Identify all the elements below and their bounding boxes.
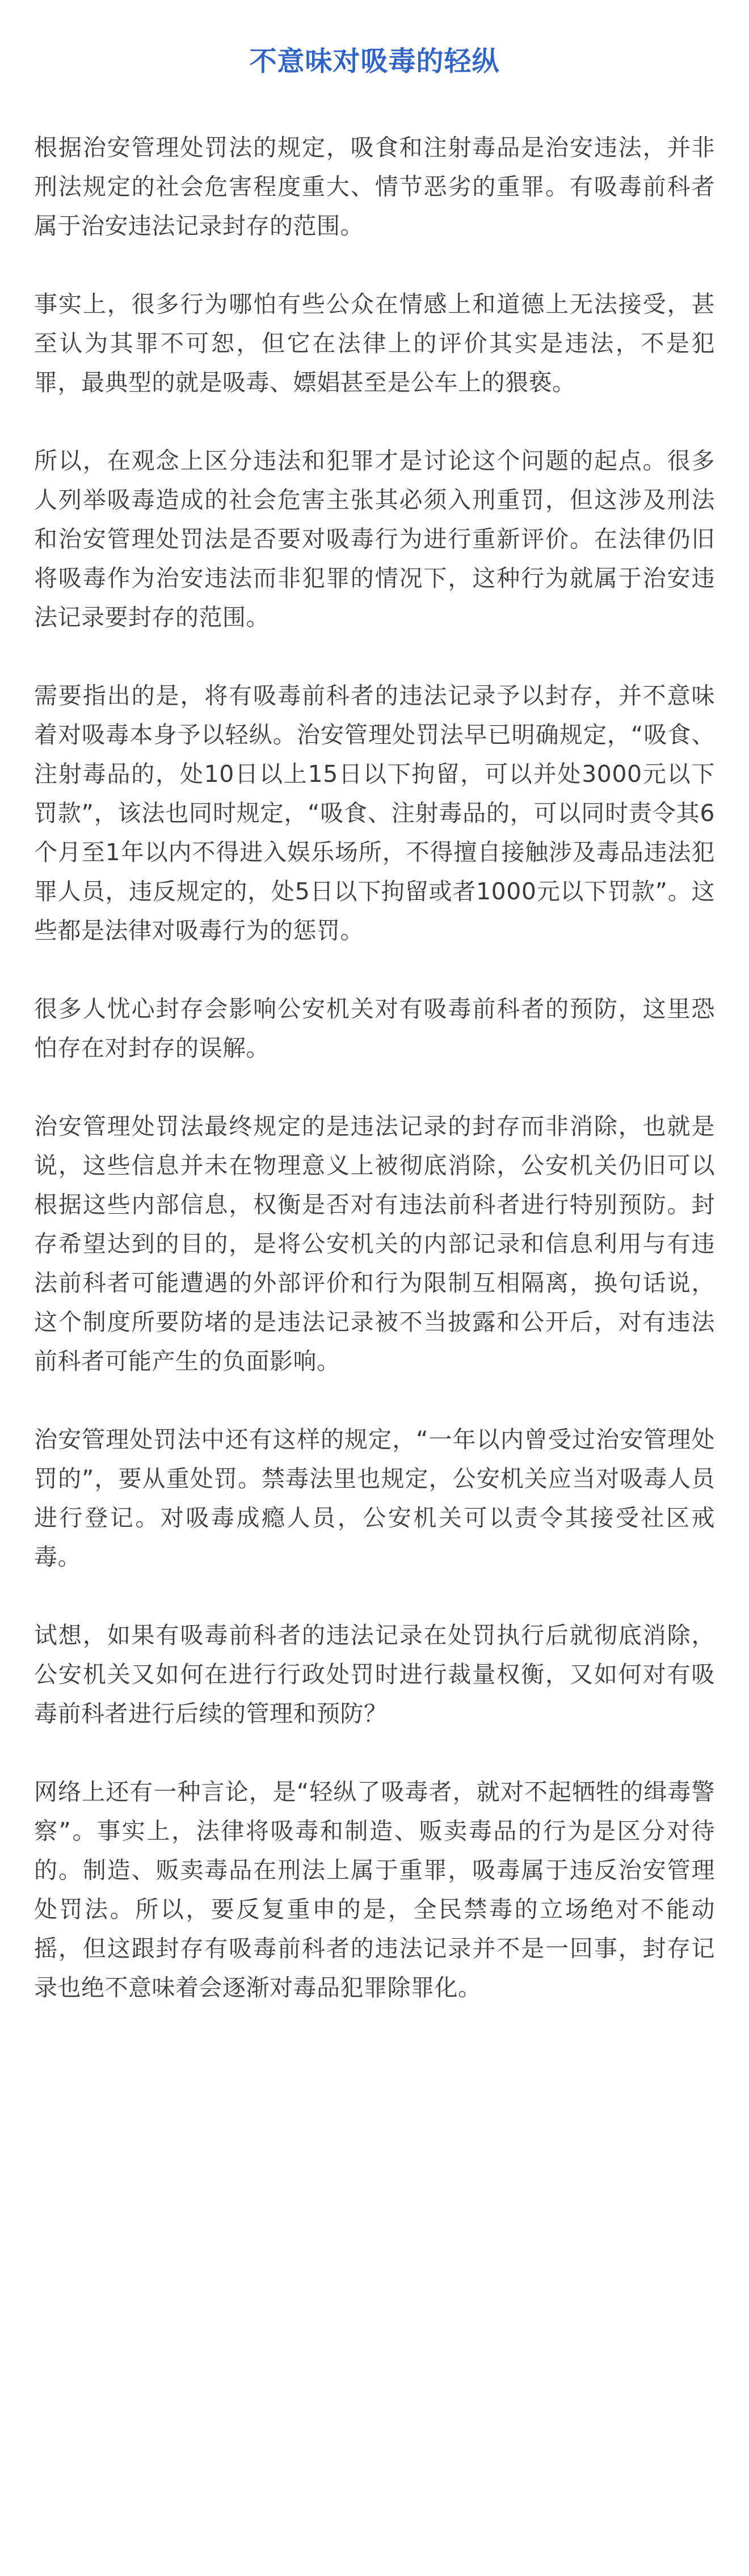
article-title: 不意味对吸毒的轻纵 <box>249 45 500 77</box>
article-paragraph-3: 所以，在观念上区分违法和犯罪才是讨论这个问题的起点。很多人列举吸毒造成的社会危害主张其必须入刑重罚，但这涉及刑法和治安管理处罚法是否要对吸毒行为进行重新评价。在法律仍旧将吸毒作为治安违法而非犯罪的情况下，这种行为就属于治安违法记录要封存的范围。 <box>34 447 715 631</box>
article-paragraph-2: 事实上，很多行为哪怕有些公众在情感上和道德上无法接受，甚至认为其罪不可恕，但它在法律上的评价其实是违法，不是犯罪，最典型的就是吸毒、嫖娼甚至是公车上的猥亵。 <box>34 291 715 396</box>
article-paragraph-1: 根据治安管理处罚法的规定，吸食和注射毒品是治安违法，并非刑法规定的社会危害程度重大、情节恶劣的重罪。有吸毒前科者属于治安违法记录封存的范围。 <box>34 134 715 239</box>
article-paragraph-5: 很多人忧心封存会影响公安机关对有吸毒前科者的预防，这里恐怕存在对封存的误解。 <box>34 995 715 1062</box>
article-paragraph-8: 试想，如果有吸毒前科者的违法记录在处罚执行后就彻底消除，公安机关又如何在进行行政处罚时进行裁量权衡，又如何对有吸毒前科者进行后续的管理和预防？ <box>34 1622 715 1727</box>
article-paragraph-9: 网络上还有一种言论，是“轻纵了吸毒者，就对不起牺牲的缉毒警察”。事实上，法律将吸毒和制造、贩卖毒品的行为是区分对待的。制造、贩卖毒品在刑法上属于重罪，吸毒属于违反治安管理处罚法。所以，要反复重申的是，全民禁毒的立场绝对不能动摇，但这跟封存有吸毒前科者的违法记录并不是一回事，封存记录也绝不意味着会逐渐对毒品犯罪除罪化。 <box>34 1778 715 2001</box>
article-paragraph-6: 治安管理处罚法最终规定的是违法记录的封存而非消除，也就是说，这些信息并未在物理意义上被彻底消除，公安机关仍旧可以根据这些内部信息，权衡是否对有违法前科者进行特别预防。封存希望达到的目的，是将公安机关的内部记录和信息利用与有违法前科者可能遭遇的外部评价和行为限制互相隔离，换句话说，这个制度所要防堵的是违法记录被不当披露和公开后，对有违法前科者可能产生的负面影响。 <box>34 1113 715 1375</box>
article-paragraph-4: 需要指出的是，将有吸毒前科者的违法记录予以封存，并不意味着对吸毒本身予以轻纵。治安管理处罚法早已明确规定，“吸食、注射毒品的，处10日以上15日以下拘留，可以并处3000元以下罚款”，该法也同时规定，“吸食、注射毒品的，可以同时责令其6个月至1年以内不得进入娱乐场所，不得擅自接触涉及毒品违法犯罪人员，违反规定的，处5日以下拘留或者1000元以下罚款”。这些都是法律对吸毒行为的惩罚。 <box>34 682 715 944</box>
article-paragraph-7: 治安管理处罚法中还有这样的规定，“一年以内曾受过治安管理处罚的”，要从重处罚。禁毒法里也规定，公安机关应当对吸毒人员进行登记。对吸毒成瘾人员，公安机关可以责令其接受社区戒毒。 <box>34 1426 715 1571</box>
